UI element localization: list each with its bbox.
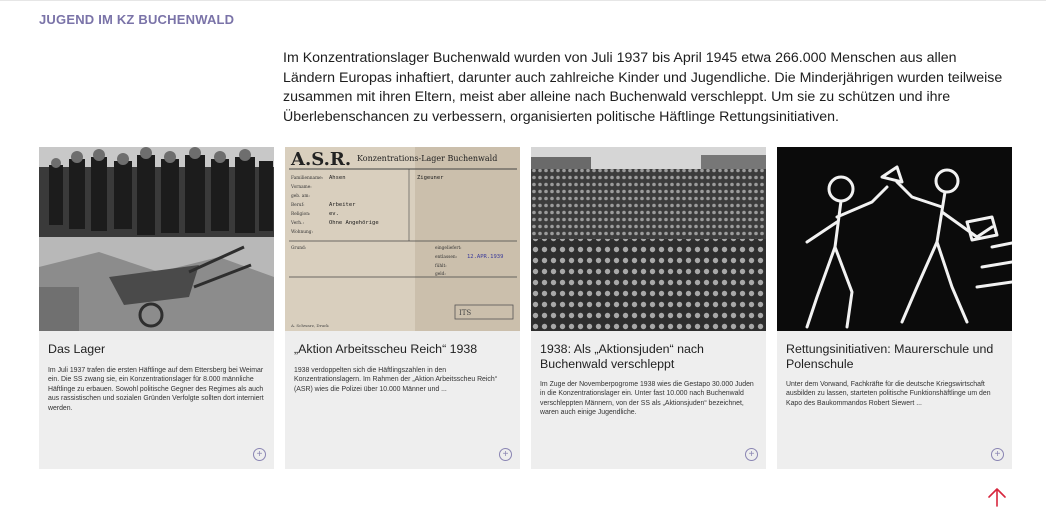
plus-circle-icon[interactable]: + <box>991 448 1004 461</box>
card-text: Im Juli 1937 trafen die ersten Häftlinge auf dem Ettersberg bei Weimar ein. Die SS zwang sie, ein Konzentrationslager für 8.000 männliche Häftlinge zu erbauen. Sowohl politische Gegner des Regimes als auch aus rassistischen und sozialen Gründen Verfolgte sollten dort interniert werden. <box>48 367 264 412</box>
asr-label: Familienname: <box>291 176 324 181</box>
card-title: Rettungsinitiativen: Maurerschule und Polenschule <box>786 342 994 371</box>
asr-date: 12.APR.1939 <box>467 254 504 260</box>
intro-paragraph: Im Konzentrationslager Buchenwald wurden von Juli 1937 bis April 1945 etwa 266.000 Menschen aus allen Ländern Europas inhaftiert, darunter auch zahlreiche Kinder und Jugendliche. Die Minderjährigen wurden teilweise zusammen mit ihren Eltern, meist aber alleine nach Buchenwald verschleppt. Um sie zu schützen und ihre Überlebenschancen zu verbessern, organisierten politische Häftlinge Rettungsinitiativen. <box>283 50 1003 125</box>
photo-roll-call-crowd <box>531 147 766 331</box>
asr-label: fühlt: <box>435 264 447 269</box>
asr-category: Zigeuner <box>417 175 444 181</box>
asr-label: eingeliefert: <box>435 246 462 251</box>
asr-name: Ahsen <box>329 175 346 181</box>
asr-occupation: Arbeiter <box>329 202 356 208</box>
card-aktionsjuden[interactable] <box>531 147 766 469</box>
card-das-lager[interactable] <box>39 147 274 469</box>
asr-label: Religion: <box>291 212 311 217</box>
asr-header-right: Konzentrations-Lager Buchenwald <box>357 154 498 163</box>
plus-circle-icon[interactable]: + <box>499 448 512 461</box>
card-text: Im Zuge der Novemberpogrome 1938 wies die Gestapo 30.000 Juden in die Konzentrationslager ein. Unter fast 10.000 nach Buchenwald verschleppten Männern, von der SS als „Aktionsjuden“ bezeichnet, waren auch einige Jugendliche. <box>540 381 754 417</box>
card-title: Das Lager <box>48 342 106 356</box>
asr-label: entlassen: <box>435 255 458 260</box>
asr-label: Beruf: <box>291 203 305 208</box>
asr-family: Ohne Angehörige <box>329 220 379 226</box>
asr-label: geld: <box>435 272 446 277</box>
card-aktion-arbeitsscheu-reich[interactable] <box>285 147 520 469</box>
asr-label: Wohnung: <box>291 230 313 235</box>
card-grid <box>39 147 1012 469</box>
card-text: Unter dem Vorwand, Fachkräfte für die deutsche Kriegswirtschaft ausbilden zu lassen, starteten politische Funktionshäftlinge um den Kapo des Baukommandos Robert Siewert ... <box>786 381 991 407</box>
section-title: JUGEND IM KZ BUCHENWALD <box>39 12 235 27</box>
card-text: 1938 verdoppelten sich die Häftlingszahlen in den Konzentrationslagern. Im Rahmen der „Aktion Arbeitsscheu Reich“ (ASR) wies die Polizei über 10.000 Männer und ... <box>294 367 497 393</box>
plus-circle-icon[interactable]: + <box>253 448 266 461</box>
asr-label: Vorname: <box>291 185 312 190</box>
asr-label: Grund: <box>291 246 307 251</box>
card-title: „Aktion Arbeitsscheu Reich“ 1938 <box>294 342 478 356</box>
asr-label: geb. am: <box>291 194 310 199</box>
asr-printer: A. Schwarz, Druck <box>291 323 329 328</box>
asr-label: Verh.: <box>291 221 304 226</box>
asr-religion: ev. <box>329 211 339 217</box>
photo-asr-index-card <box>285 147 520 331</box>
plus-circle-icon[interactable]: + <box>745 448 758 461</box>
top-divider <box>0 0 1046 1</box>
drawing-bricklayers <box>777 147 1012 331</box>
asr-stamp: ITS <box>459 309 472 317</box>
arrow-up-icon[interactable] <box>986 486 1008 508</box>
card-rettungsinitiativen[interactable] <box>777 147 1012 469</box>
card-title: 1938: Als „Aktionsjuden“ nach Buchenwald verschleppt <box>540 342 704 371</box>
photo-prisoners-wheelbarrow <box>39 147 274 331</box>
asr-header-left: A.S.R. <box>291 149 352 170</box>
